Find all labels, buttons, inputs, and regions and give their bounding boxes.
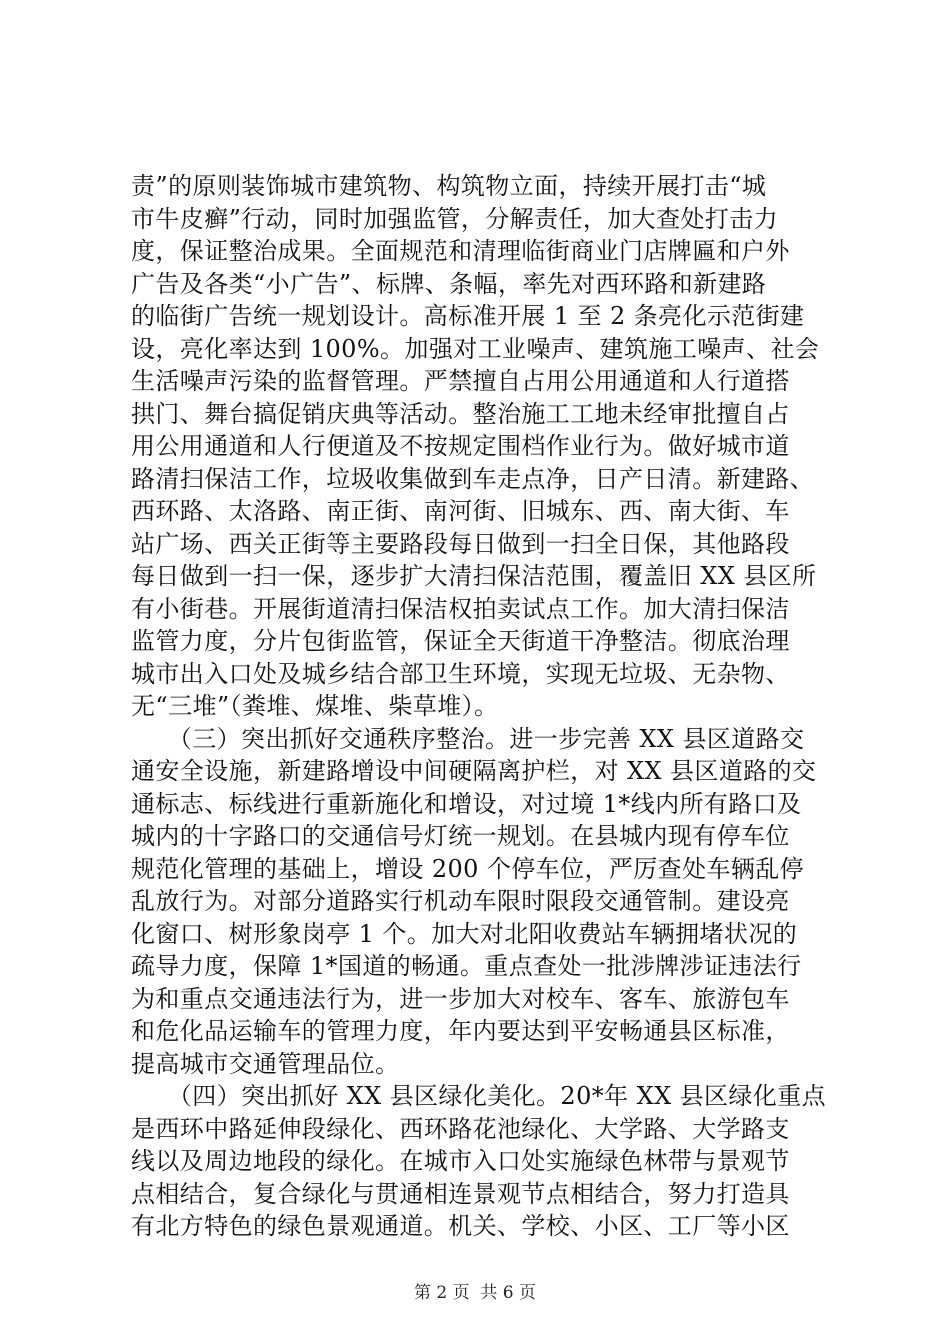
- text-line: 生活噪声污染的监督管理。严禁擅自占用公用通道和人行道搭: [131, 367, 790, 395]
- text-line: 监管力度，分片包街监管，保证全天街道干净整洁。彻底治理: [131, 627, 790, 655]
- text-line: 有小街巷。开展街道清扫保洁权拍卖试点工作。加大清扫保洁: [131, 594, 790, 623]
- text-line: 通标志、标线进行重新施化和增设，对过境 1*线内所有路口及: [131, 789, 802, 818]
- text-line: 路清扫保洁工作，垃圾收集做到车走点净，日产日清。新建路、: [131, 464, 815, 493]
- text-line: 设，亮化率达到 100%。加强对工业噪声、建筑施工噪声、社会: [131, 334, 820, 363]
- text-line: 无“三堆”（粪堆、煤堆、柴草堆）。: [131, 692, 499, 720]
- text-line: 通安全设施，新建路增设中间硬隔离护栏，对 XX 县区道路的交: [131, 757, 817, 785]
- text-line: 是西环中路延伸段绿化、西环路花池绿化、大学路、大学路支: [131, 1114, 790, 1143]
- text-line: 乱放行为。对部分道路实行机动车限时限段交通管制。建设亮: [131, 887, 790, 915]
- text-line: 度，保证整治成果。全面规范和清理临街商业门店牌匾和户外: [131, 237, 790, 265]
- text-line: （四）突出抓好 XX 县区绿化美化。20*年 XX 县区绿化重点: [131, 1082, 826, 1110]
- text-line: 市牛皮癣”行动，同时加强监管，分解责任，加大查处打击力: [131, 204, 779, 233]
- text-line: 为和重点交通违法行为，进一步加大对校车、客车、旅游包车: [131, 984, 790, 1013]
- text-line: 线以及周边地段的绿化。在城市入口处实施绿色林带与景观节: [131, 1147, 790, 1175]
- text-line: 每日做到一扫一保，逐步扩大清扫保洁范围，覆盖旧 XX 县区所: [131, 562, 817, 590]
- text-line: 有北方特色的绿色景观通道。机关、学校、小区、工厂等小区: [131, 1212, 790, 1240]
- text-line: 和危化品运输车的管理力度，年内要达到平安畅通县区标准，: [131, 1017, 790, 1045]
- text-line: 的临街广告统一规划设计。高标准开展 1 至 2 条亮化示范街建: [131, 302, 805, 330]
- text-line: 广告及各类“小广告”、标牌、条幅，率先对西环路和新建路: [131, 269, 767, 298]
- page-footer: [0, 1281, 950, 1305]
- text-line: 疏导力度，保障 1*国道的畅通。重点查处一批涉牌涉证违法行: [131, 952, 802, 980]
- text-line: 点相结合，复合绿化与贯通相连景观节点相结合，努力打造具: [131, 1179, 790, 1208]
- text-line: 提高城市交通管理品位。: [131, 1049, 400, 1078]
- text-line: 用公用通道和人行便道及不按规定围档作业行为。做好城市道: [131, 432, 790, 460]
- text-line: 站广场、西关正街等主要路段每日做到一扫全日保，其他路段: [131, 529, 790, 558]
- document-body: [131, 170, 831, 1243]
- page-number: 第 2 页 共 6 页: [413, 1283, 537, 1303]
- text-line: 化窗口、树形象岗亭 1 个。加大对北阳收费站车辆拥堵状况的: [131, 919, 798, 948]
- text-line: 西环路、太洛路、南正街、南河街、旧城东、西、南大街、车: [131, 497, 790, 525]
- text-line: （三）突出抓好交通秩序整治。进一步完善 XX 县区道路交: [131, 724, 805, 753]
- text-line: 责”的原则装饰城市建筑物、构筑物立面，持续开展打击“城: [131, 172, 767, 200]
- text-line: 规范化管理的基础上，增设 200 个停车位，严厉查处车辆乱停: [131, 854, 805, 883]
- text-line: 城内的十字路口的交通信号灯统一规划。在县城内现有停车位: [131, 822, 790, 850]
- text-line: 拱门、舞台搞促销庆典等活动。整治施工工地未经审批擅自占: [131, 399, 790, 428]
- text-line: 城市出入口处及城乡结合部卫生环境，实现无垃圾、无杂物、: [131, 659, 790, 688]
